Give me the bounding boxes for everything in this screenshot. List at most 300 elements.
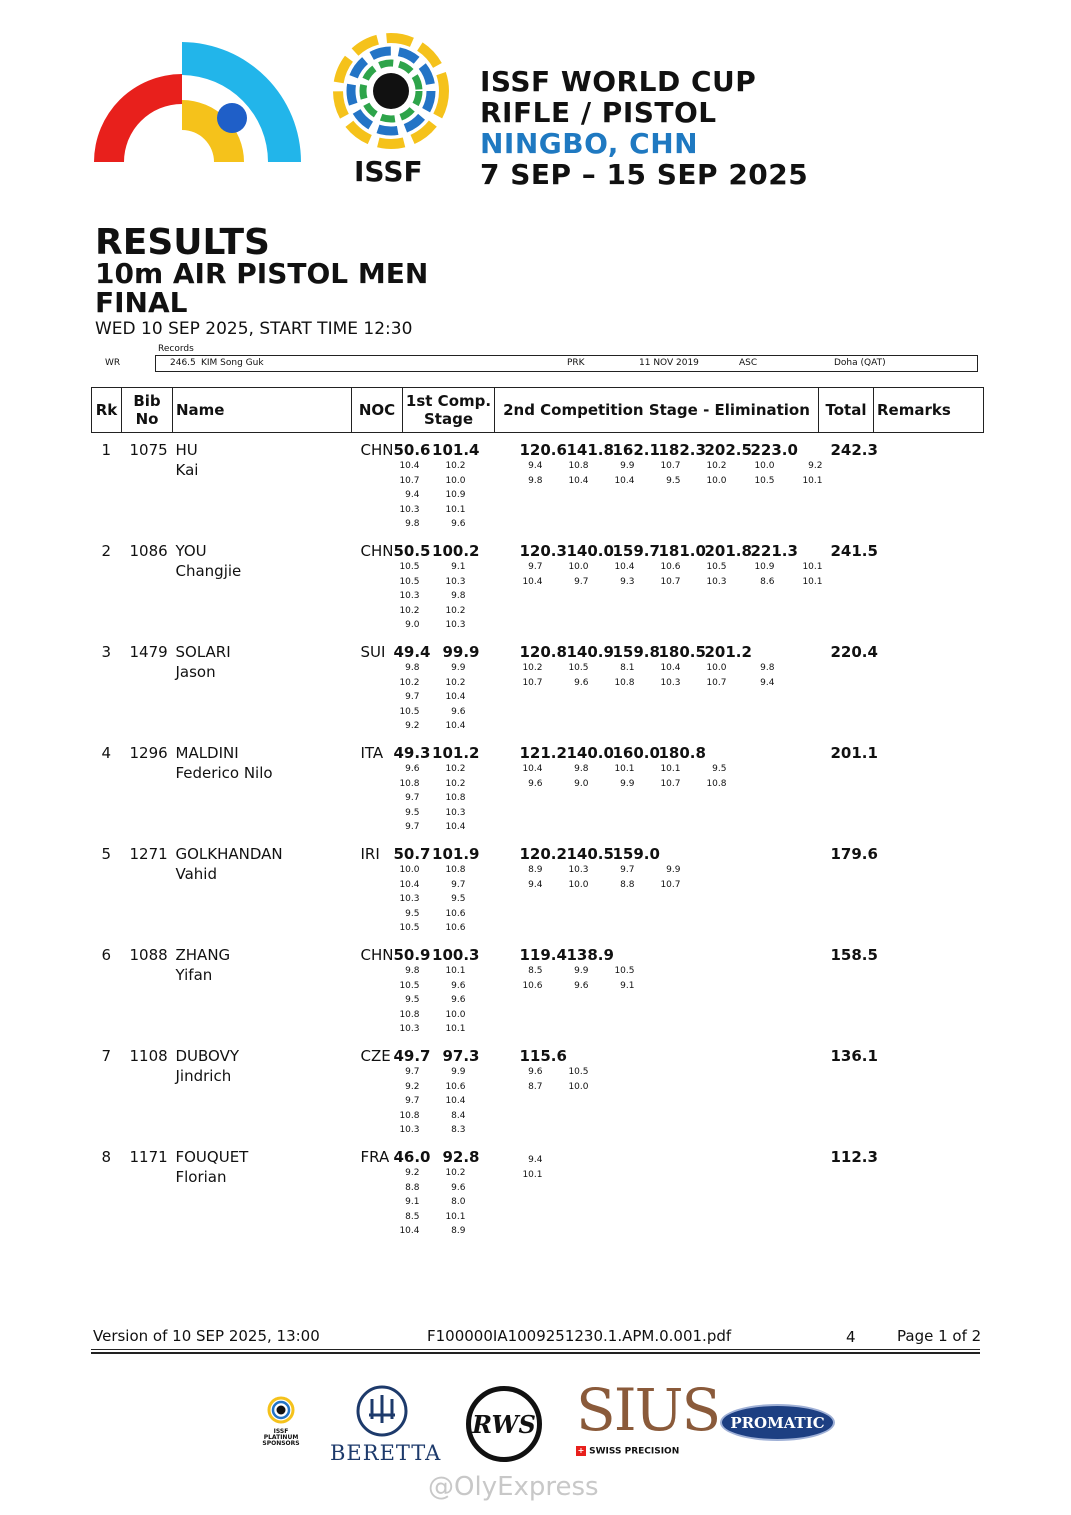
footer-rule-thick — [91, 1352, 980, 1354]
shot: 9.8 — [760, 663, 775, 673]
footer-page: Page 1 of 2 — [897, 1327, 982, 1345]
series-2-score: 100.3 — [432, 946, 480, 964]
footer-num: 4 — [846, 1328, 856, 1346]
rank-cell — [92, 635, 122, 736]
header-second-stage: 2nd Competition Stage - Elimination — [495, 388, 819, 433]
shot: 9.6 — [405, 764, 420, 774]
table-row — [92, 837, 984, 938]
shot: 10.2 — [706, 461, 727, 471]
issf-logo-text: ISSF — [354, 155, 423, 188]
shot: 10.1 — [445, 1024, 466, 1034]
cumulative-score: 138.9 — [566, 946, 614, 964]
header-bib: Bib No — [122, 388, 173, 433]
bib-number: 1479 — [129, 643, 168, 661]
cumulative-score: 182.3 — [658, 441, 706, 459]
total-score: 241.5 — [830, 542, 878, 560]
cumulative-score: 119.4 — [519, 946, 567, 964]
shot: 10.0 — [568, 562, 589, 572]
header-first-stage: 1st Comp. Stage — [403, 388, 495, 433]
shot: 8.8 — [620, 879, 635, 890]
total-score: 112.3 — [830, 1148, 878, 1166]
noc: ITA — [360, 744, 384, 762]
surname: HU — [175, 441, 198, 459]
shot: 10.3 — [445, 807, 466, 818]
name-cell — [173, 1140, 352, 1241]
table-row — [92, 938, 984, 1039]
shot: 10.8 — [399, 778, 420, 789]
shot: 9.1 — [620, 980, 635, 991]
shot: 9.7 — [528, 562, 543, 572]
cumulative-score: 201.2 — [704, 643, 752, 661]
surname: GOLKHANDAN — [175, 845, 283, 863]
record-name: KIM Song Guk — [201, 358, 264, 368]
cumulative-score: 180.8 — [658, 744, 706, 762]
shot: 10.5 — [614, 966, 635, 976]
event-title: 10m AIR PISTOL MEN — [95, 257, 429, 290]
rank-cell — [92, 1039, 122, 1140]
shot: 10.5 — [399, 923, 420, 933]
watermark: @OlyExpress — [428, 1472, 599, 1502]
second-stage-cell — [495, 736, 819, 837]
shot: 10.4 — [399, 879, 420, 890]
shot: 10.0 — [706, 663, 727, 673]
header-line-3: NINGBO, CHN — [480, 127, 699, 160]
shot: 9.6 — [574, 980, 589, 991]
cumulative-score: 162.1 — [612, 441, 660, 459]
bib-number: 1296 — [129, 744, 168, 762]
cumulative-score: 120.2 — [519, 845, 567, 863]
series-2-score: 100.2 — [432, 542, 480, 560]
shot: 9.0 — [574, 778, 589, 789]
record-noc: PRK — [567, 358, 585, 368]
cumulative-score: 202.5 — [704, 441, 752, 459]
shot: 9.7 — [405, 692, 420, 702]
header-rk: Rk — [92, 388, 122, 433]
series-2-score: 101.9 — [432, 845, 480, 863]
shot: 10.5 — [706, 562, 727, 572]
shot: 9.8 — [528, 475, 543, 486]
shot: 9.6 — [528, 1067, 543, 1077]
shot: 10.3 — [399, 591, 420, 601]
shot: 9.9 — [666, 865, 681, 875]
shot: 9.3 — [620, 576, 635, 587]
cumulative-score: 223.0 — [750, 441, 798, 459]
shot: 10.6 — [445, 908, 466, 919]
total-cell — [819, 534, 878, 635]
shot: 10.1 — [522, 1169, 543, 1180]
shot: 10.4 — [445, 822, 466, 832]
cumulative-score: 201.8 — [704, 542, 752, 560]
shot: 10.0 — [399, 865, 420, 875]
event-logo — [88, 38, 308, 168]
rank: 6 — [101, 946, 112, 964]
total-score: 242.3 — [830, 441, 878, 459]
shot: 10.1 — [445, 504, 466, 515]
noc: SUI — [360, 643, 386, 661]
shot: 10.3 — [399, 1125, 420, 1135]
first-stage-cell — [393, 837, 495, 938]
shot: 9.1 — [405, 1197, 420, 1207]
given-name: Yifan — [175, 966, 213, 984]
shot: 10.3 — [445, 576, 466, 587]
shot: 9.4 — [760, 677, 775, 688]
header-line-1: ISSF WORLD CUP — [480, 65, 757, 98]
bib-number: 1171 — [129, 1148, 168, 1166]
rank-cell — [92, 736, 122, 837]
rank: 3 — [101, 643, 112, 661]
shot: 9.9 — [620, 461, 635, 471]
bib-cell — [122, 433, 173, 535]
shot: 8.0 — [451, 1197, 466, 1207]
shot: 9.2 — [405, 1081, 420, 1092]
shot: 9.9 — [451, 1067, 466, 1077]
record-date: 11 NOV 2019 — [639, 358, 699, 368]
shot: 10.6 — [445, 1081, 466, 1092]
rank: 1 — [101, 441, 112, 459]
table-row — [92, 635, 984, 736]
series-1-score: 50.9 — [393, 946, 431, 964]
bib-number: 1088 — [129, 946, 168, 964]
remarks-cell — [874, 736, 984, 837]
shot: 9.7 — [405, 1096, 420, 1106]
bib-number: 1271 — [129, 845, 168, 863]
shot: 9.5 — [666, 475, 681, 486]
surname: FOUQUET — [175, 1148, 249, 1166]
bib-number: 1086 — [129, 542, 168, 560]
name-cell — [173, 635, 352, 736]
shot: 9.8 — [405, 519, 420, 529]
shot: 10.2 — [399, 677, 420, 688]
shot: 10.3 — [399, 894, 420, 904]
shot: 9.6 — [574, 677, 589, 688]
shot: 8.3 — [451, 1125, 466, 1135]
cumulative-score: 141.8 — [566, 441, 614, 459]
series-1-score: 49.4 — [393, 643, 431, 661]
second-stage-cell — [495, 938, 819, 1039]
footer-version: Version of 10 SEP 2025, 13:00 — [93, 1327, 320, 1345]
shot: 9.5 — [712, 764, 727, 774]
remarks-cell — [874, 938, 984, 1039]
first-stage-cell — [393, 433, 495, 535]
cumulative-score: 160.0 — [612, 744, 660, 762]
header-remarks: Remarks — [874, 388, 984, 433]
series-1-score: 50.5 — [393, 542, 431, 560]
issf-mini-logo-icon — [266, 1395, 296, 1425]
shot: 10.0 — [706, 475, 727, 486]
shot: 8.9 — [528, 865, 543, 875]
noc: CZE — [360, 1047, 391, 1065]
cumulative-score: 115.6 — [519, 1047, 567, 1065]
noc: CHN — [360, 946, 394, 964]
record-place: Doha (QAT) — [834, 358, 886, 368]
footer-file: F100000IA1009251230.1.APM.0.001.pdf — [427, 1327, 732, 1345]
shot: 9.6 — [451, 706, 466, 717]
logo-red-arc — [94, 74, 182, 162]
shot: 9.1 — [451, 562, 466, 572]
name-cell — [173, 736, 352, 837]
logo-cyan-arc — [182, 42, 301, 162]
table-row — [92, 1140, 984, 1241]
second-stage-cell — [495, 1140, 819, 1241]
records-label: Records — [158, 344, 194, 354]
total-score: 220.4 — [830, 643, 878, 661]
shot: 10.2 — [445, 677, 466, 688]
logo-blue-dot — [217, 103, 247, 133]
shot: 9.6 — [451, 980, 466, 991]
shot: 10.8 — [399, 1009, 420, 1020]
shot: 10.8 — [399, 1110, 420, 1121]
shot: 9.6 — [451, 1182, 466, 1193]
total-cell — [819, 736, 878, 837]
surname: ZHANG — [175, 946, 231, 964]
sponsor-rws: RWS — [466, 1386, 542, 1462]
cumulative-score: 221.3 — [750, 542, 798, 560]
bib-cell — [122, 635, 173, 736]
issf-logo — [330, 30, 454, 156]
shot: 10.1 — [802, 475, 823, 486]
shot: 10.0 — [445, 475, 466, 486]
shot: 8.9 — [451, 1226, 466, 1236]
shot: 10.3 — [399, 504, 420, 515]
series-2-score: 101.4 — [432, 441, 480, 459]
shot: 9.4 — [528, 1155, 543, 1165]
shot: 8.1 — [620, 663, 635, 673]
shot: 10.3 — [660, 677, 681, 688]
sponsor-promatic: PROMATIC — [720, 1404, 835, 1441]
rank: 7 — [101, 1047, 112, 1065]
sponsor-sius: SIUS + SWISS PRECISION — [576, 1376, 720, 1457]
shot: 10.5 — [399, 562, 420, 572]
noc: IRI — [360, 845, 380, 863]
name-cell — [173, 534, 352, 635]
given-name: Florian — [175, 1168, 227, 1186]
remarks-cell — [874, 1039, 984, 1140]
beretta-trident-icon — [355, 1385, 409, 1437]
shot: 10.2 — [399, 605, 420, 616]
remarks-cell — [874, 534, 984, 635]
shot: 10.4 — [660, 663, 681, 673]
shot: 9.5 — [451, 894, 466, 904]
remarks-cell — [874, 1140, 984, 1241]
series-2-score: 101.2 — [432, 744, 480, 762]
cumulative-score: 159.8 — [612, 643, 660, 661]
total-score: 179.6 — [830, 845, 878, 863]
shot: 9.5 — [405, 807, 420, 818]
shot: 10.4 — [399, 461, 420, 471]
shot: 9.8 — [451, 591, 466, 601]
second-stage-cell — [495, 534, 823, 635]
shot: 8.7 — [528, 1081, 543, 1092]
surname: YOU — [175, 542, 207, 560]
shot: 10.7 — [522, 677, 543, 688]
given-name: Jindrich — [175, 1067, 232, 1085]
shot: 10.3 — [706, 576, 727, 587]
shot: 10.6 — [522, 980, 543, 991]
first-stage-cell — [393, 1039, 495, 1140]
cumulative-score: 120.8 — [519, 643, 567, 661]
shot: 10.4 — [445, 692, 466, 702]
table-row — [92, 433, 984, 535]
shot: 9.8 — [574, 764, 589, 774]
rank: 2 — [101, 542, 112, 560]
given-name: Federico Nilo — [175, 764, 273, 782]
shot: 10.8 — [706, 778, 727, 789]
first-stage-cell — [393, 736, 495, 837]
rank-cell — [92, 938, 122, 1039]
shot: 10.7 — [399, 475, 420, 486]
shot: 10.1 — [445, 1211, 466, 1222]
rank: 4 — [101, 744, 112, 762]
shot: 10.5 — [754, 475, 775, 486]
shot: 9.5 — [405, 995, 420, 1005]
table-row — [92, 534, 984, 635]
shot: 10.8 — [445, 793, 466, 803]
shot: 10.3 — [399, 1024, 420, 1034]
total-score: 201.1 — [830, 744, 878, 762]
header-noc: NOC — [352, 388, 403, 433]
shot: 8.6 — [760, 576, 775, 587]
shot: 10.0 — [445, 1009, 466, 1020]
sponsor-issf: ISSF PLATINUM SPONSORS — [258, 1395, 304, 1447]
shot: 9.8 — [405, 966, 420, 976]
series-2-score: 92.8 — [442, 1148, 480, 1166]
cumulative-score: 159.0 — [612, 845, 660, 863]
series-1-score: 50.7 — [393, 845, 431, 863]
shot: 10.1 — [802, 576, 823, 587]
footer-rule — [91, 1349, 980, 1350]
cumulative-score: 120.6 — [519, 441, 567, 459]
shot: 10.6 — [445, 923, 466, 933]
given-name: Kai — [175, 461, 199, 479]
cumulative-score: 180.5 — [658, 643, 706, 661]
shot: 10.1 — [660, 764, 681, 774]
noc: CHN — [360, 542, 394, 560]
shot: 10.8 — [614, 677, 635, 688]
results-title: RESULTS — [95, 222, 270, 263]
shot: 9.2 — [808, 461, 823, 471]
shot: 10.4 — [522, 576, 543, 587]
bib-cell — [122, 837, 173, 938]
shot: 10.5 — [399, 980, 420, 991]
shot: 9.8 — [405, 663, 420, 673]
name-cell — [173, 837, 352, 938]
shot: 10.1 — [445, 966, 466, 976]
remarks-cell — [874, 837, 984, 938]
shot: 9.7 — [405, 822, 420, 832]
series-1-score: 46.0 — [393, 1148, 431, 1166]
shot: 10.2 — [445, 605, 466, 616]
rank: 5 — [101, 845, 112, 863]
total-score: 136.1 — [830, 1047, 878, 1065]
bib-number: 1108 — [129, 1047, 168, 1065]
shot: 8.4 — [451, 1110, 466, 1121]
cumulative-score: 159.7 — [612, 542, 660, 560]
rank-cell — [92, 1140, 122, 1241]
shot: 10.0 — [568, 1081, 589, 1092]
shot: 9.2 — [405, 721, 420, 731]
cumulative-score: 140.0 — [566, 744, 614, 762]
header-line-2: RIFLE / PISTOL — [480, 96, 717, 129]
second-stage-cell — [495, 837, 819, 938]
shot: 10.4 — [445, 721, 466, 731]
shot: 10.3 — [568, 865, 589, 875]
shot: 10.2 — [445, 778, 466, 789]
record-championship: ASC — [739, 358, 758, 368]
header-name: Name — [173, 388, 352, 433]
shot: 10.8 — [445, 865, 466, 875]
bib-cell — [122, 534, 173, 635]
shot: 10.1 — [802, 562, 823, 572]
sponsor-beretta: BERETTA — [330, 1385, 434, 1465]
shot: 10.7 — [660, 879, 681, 890]
cumulative-score: 140.9 — [566, 643, 614, 661]
rank-cell — [92, 837, 122, 938]
name-cell — [173, 433, 352, 535]
results-body — [92, 433, 984, 1242]
shot: 9.9 — [574, 966, 589, 976]
header-total: Total — [819, 388, 874, 433]
shot: 10.7 — [706, 677, 727, 688]
bib-cell — [122, 1140, 173, 1241]
total-cell — [819, 635, 878, 736]
shot: 9.7 — [405, 1067, 420, 1077]
total-cell — [819, 938, 878, 1039]
table-row — [92, 736, 984, 837]
total-cell — [819, 1039, 878, 1140]
shot: 9.7 — [620, 865, 635, 875]
shot: 9.2 — [405, 1168, 420, 1178]
remarks-cell — [874, 635, 984, 736]
name-cell — [173, 938, 352, 1039]
series-2-score: 99.9 — [442, 643, 480, 661]
shot: 9.4 — [405, 490, 420, 500]
shot: 10.0 — [568, 879, 589, 890]
bib-cell — [122, 938, 173, 1039]
shot: 10.5 — [568, 1067, 589, 1077]
record-score: 246.5 — [170, 358, 196, 368]
shot: 10.9 — [445, 490, 466, 500]
shot: 10.5 — [568, 663, 589, 673]
name-cell — [173, 1039, 352, 1140]
shot: 10.2 — [522, 663, 543, 673]
shot: 10.4 — [445, 1096, 466, 1106]
series-1-score: 49.7 — [393, 1047, 431, 1065]
shot: 9.6 — [451, 519, 466, 529]
shot: 10.5 — [399, 706, 420, 717]
second-stage-cell — [495, 433, 823, 535]
first-stage-cell — [393, 1140, 495, 1241]
shot: 10.0 — [754, 461, 775, 471]
bib-cell — [122, 1039, 173, 1140]
shot: 10.7 — [660, 576, 681, 587]
shot: 9.9 — [620, 778, 635, 789]
shot: 10.8 — [568, 461, 589, 471]
shot: 10.9 — [754, 562, 775, 572]
record-type: WR — [105, 358, 121, 368]
cumulative-score: 140.5 — [566, 845, 614, 863]
shot: 10.6 — [660, 562, 681, 572]
given-name: Jason — [175, 663, 216, 681]
date-line: WED 10 SEP 2025, START TIME 12:30 — [95, 319, 413, 339]
shot: 10.4 — [614, 562, 635, 572]
total-cell — [819, 1140, 878, 1241]
total-score: 158.5 — [830, 946, 878, 964]
results-table — [91, 387, 984, 1241]
record-box — [155, 355, 978, 372]
shot: 9.7 — [574, 576, 589, 587]
shot: 10.4 — [522, 764, 543, 774]
shot: 8.5 — [528, 966, 543, 976]
